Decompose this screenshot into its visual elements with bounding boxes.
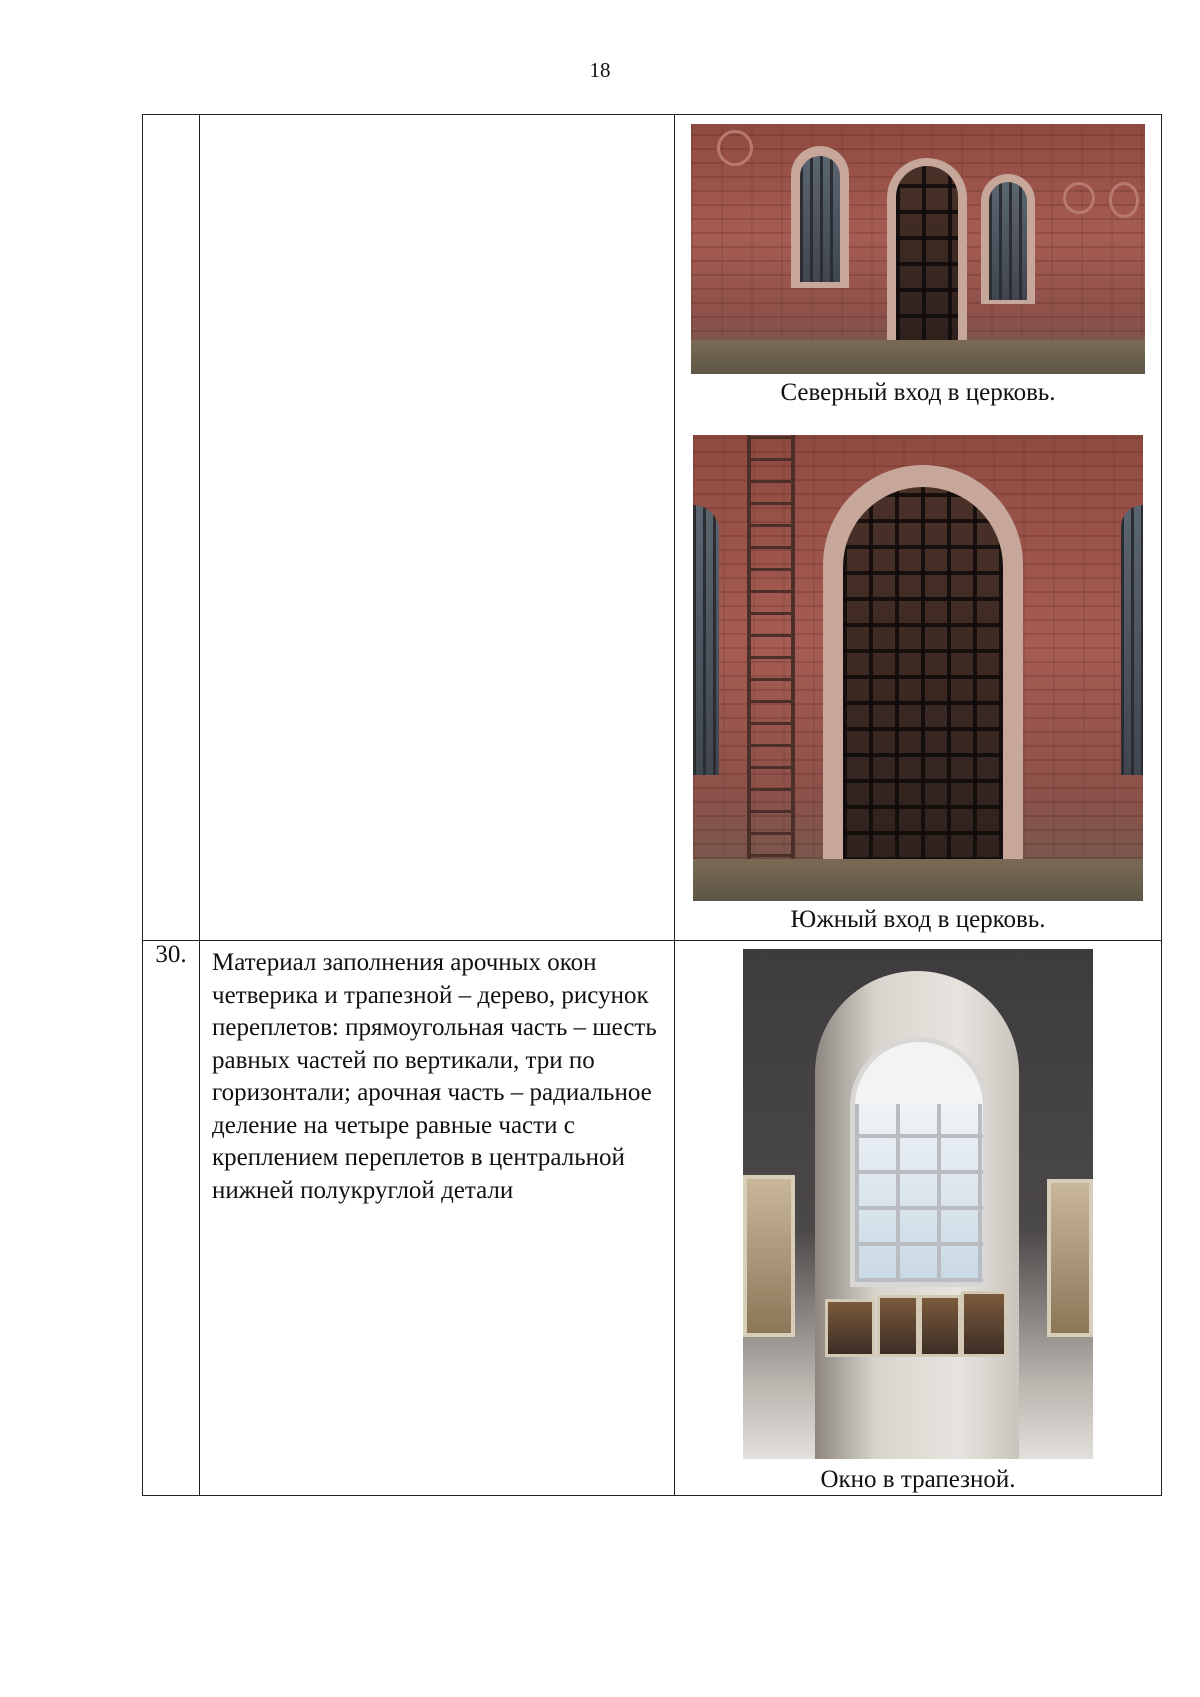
description-text: Материал заполнения арочных окон четверика и трапезной – дерево, рисунок переплетов: прямоугольная часть – шесть равных частей по вертикали, три по горизонтали; арочная часть – радиальное деление на четыре равные части с креплением переплетов в центральной нижней полукруглой детали — [212, 949, 657, 1204]
window-grid — [855, 1104, 983, 1282]
side-window — [693, 505, 719, 775]
north-door — [896, 166, 958, 344]
icon-board — [877, 1295, 919, 1357]
table-row — [143, 941, 1162, 1496]
arched-window — [850, 1037, 988, 1287]
icon-board — [825, 1299, 875, 1357]
barred-window — [989, 182, 1027, 300]
icon-board — [919, 1295, 961, 1357]
description-text — [200, 115, 674, 121]
ground-strip — [691, 340, 1145, 374]
inspection-table — [142, 114, 1162, 1496]
ground-strip — [693, 859, 1143, 901]
south-door — [843, 487, 1003, 887]
wall-roundel-icon — [717, 130, 753, 166]
photo-caption: Северный вход в церковь. — [780, 379, 1056, 406]
description-cell — [200, 115, 675, 941]
ladder — [747, 435, 795, 901]
wall-icon-left — [743, 1175, 795, 1337]
photos-cell — [675, 941, 1162, 1496]
description-cell — [200, 941, 675, 1496]
photo-caption: Окно в трапезной. — [820, 1466, 1016, 1493]
refectory-window-photo — [743, 949, 1093, 1459]
barred-window — [800, 156, 840, 282]
row-number-cell: 30. — [143, 941, 200, 1496]
icon-board — [961, 1291, 1007, 1357]
church-north-entrance-photo — [691, 124, 1145, 374]
side-window — [1121, 505, 1143, 775]
table-row — [143, 115, 1162, 941]
photo-caption: Южный вход в церковь. — [790, 906, 1046, 933]
photos-cell — [675, 115, 1162, 941]
church-south-entrance-photo — [693, 435, 1143, 901]
row-number-cell — [143, 115, 200, 941]
wall-roundel-icon — [1063, 182, 1095, 214]
wall-icon-right — [1047, 1179, 1093, 1337]
wall-roundel-icon — [1109, 182, 1139, 218]
page-number: 18 — [589, 58, 611, 82]
